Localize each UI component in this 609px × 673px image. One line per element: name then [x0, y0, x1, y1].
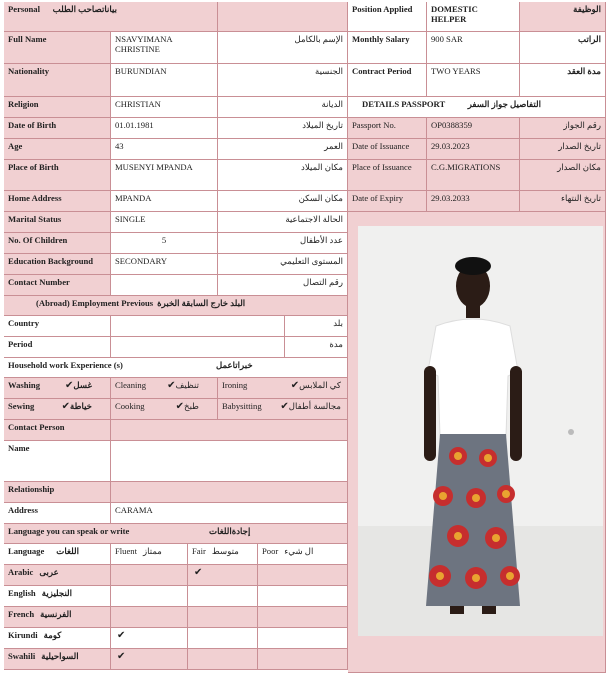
- language-french-en: French: [8, 609, 35, 619]
- period-value-1: [111, 337, 285, 358]
- personal-label-ar-5: مكان الميلاد: [218, 160, 348, 191]
- contact-name-value: [111, 441, 348, 482]
- personal-label-6: Home Address: [4, 191, 111, 212]
- salary-label: Monthly Salary: [348, 32, 427, 64]
- language-swahili-ar: السواحيلية: [41, 651, 79, 661]
- check-icon: ✔: [167, 380, 176, 391]
- passport-header-ar: التفاصيل جواز السفر: [467, 99, 541, 109]
- personal-label-ar-4: العمر: [218, 139, 348, 160]
- language-french: [4, 607, 111, 628]
- household-sewing-ar: خياطة: [70, 401, 92, 411]
- household-babysitting-ar: مجالسة أطفال: [288, 401, 341, 411]
- personal-label-9: Education Background: [4, 254, 111, 275]
- language-arabic-fluent: [111, 565, 188, 586]
- language-english: [4, 586, 111, 607]
- address-label: Address: [4, 503, 111, 524]
- language-col-label: [4, 544, 111, 565]
- household-cooking-label: Cooking: [115, 401, 145, 411]
- household-washing-label: Washing: [8, 380, 41, 390]
- passport-value-3: 29.03.2033: [427, 191, 520, 212]
- personal-value-7: SINGLE: [111, 212, 218, 233]
- check-icon: ✔: [117, 651, 126, 662]
- personal-label-ar-6: مكان السكن: [218, 191, 348, 212]
- language-arabic-fair: [188, 565, 258, 586]
- language-header-label: Language you can speak or write: [8, 526, 130, 536]
- passport-header-label: DETAILS PASSPORT: [362, 99, 446, 109]
- language-arabic-en: Arabic: [8, 567, 34, 577]
- personal-value-3: 01.01.1981: [111, 118, 218, 139]
- country-ar: بلد: [285, 316, 348, 337]
- level-poor-en: Poor: [262, 546, 279, 556]
- level-fluent: [111, 544, 188, 565]
- language-col-label-en: Language: [8, 546, 45, 556]
- level-fluent-en: Fluent: [115, 546, 137, 556]
- employment-header-ar: البلد خارج السابقة الخبرة: [157, 298, 246, 308]
- passport-ar-2: مكان الصدار: [520, 160, 606, 191]
- check-icon: ✔: [117, 630, 126, 641]
- passport-ar-0: رقم الجواز: [520, 118, 606, 139]
- language-english-en: English: [8, 588, 36, 598]
- household-header-ar: خبراتاعمل: [216, 360, 253, 370]
- personal-value-8: 5: [111, 233, 218, 254]
- employment-header-label: (Abroad) Employment Previous: [36, 298, 154, 308]
- household-washing-ar: غسل: [73, 380, 92, 390]
- personal-label-10: Contact Number: [4, 275, 111, 296]
- household-cleaning-label: Cleaning: [115, 380, 147, 390]
- personal-label-4: Age: [4, 139, 111, 160]
- passport-label-3: Date of Expiry: [348, 191, 427, 212]
- household-ironing-ar-group: [291, 380, 341, 392]
- language-english-poor: [258, 586, 348, 607]
- level-fair-ar: متوسط: [211, 546, 239, 556]
- check-icon: ✔: [175, 401, 185, 412]
- household-cleaning-ar: تنظيف: [175, 380, 199, 390]
- language-kirundi-ar: كومة: [43, 630, 62, 640]
- language-swahili-poor: [258, 649, 348, 670]
- language-swahili-en: Swahili: [8, 651, 36, 661]
- personal-value-9: SECONDARY: [111, 254, 218, 275]
- personal-label-ar-9: المستوى التعليمي: [218, 254, 348, 275]
- household-babysitting-label: Babysitting: [222, 401, 262, 411]
- language-arabic-poor: [258, 565, 348, 586]
- period-prev-ar: مدة: [285, 337, 348, 358]
- personal-label-5: Place of Birth: [4, 160, 111, 191]
- check-icon: ✔: [61, 401, 71, 412]
- passport-value-0: OP0388359: [427, 118, 520, 139]
- position-value: DOMESTIC HELPER: [427, 2, 520, 32]
- household-header-label: Household work Experience (s): [8, 360, 123, 370]
- applicant-photo-image: [358, 226, 603, 636]
- household-header: [4, 358, 348, 378]
- language-swahili-fair: [188, 649, 258, 670]
- level-poor: [258, 544, 348, 565]
- check-icon: ✔: [290, 380, 300, 391]
- country-label: Country: [4, 316, 111, 337]
- personal-label-ar-10: رقم التصال: [218, 275, 348, 296]
- applicant-photo: [358, 226, 603, 636]
- household-cleaning: [111, 378, 218, 399]
- personal-label-8: No. Of Children: [4, 233, 111, 254]
- household-sewing-label: Sewing: [8, 401, 35, 411]
- personal-label-1: Nationality: [4, 64, 111, 97]
- household-washing: [4, 378, 111, 399]
- position-ar: الوظيفة: [520, 2, 606, 32]
- passport-ar-3: تاريخ النتهاء: [520, 191, 606, 212]
- country-value-1: [111, 316, 285, 337]
- passport-header: [348, 97, 606, 118]
- period-ar: مدة العقد: [520, 64, 606, 97]
- language-kirundi-fair: [188, 628, 258, 649]
- personal-label-0: Full Name: [4, 32, 111, 64]
- personal-label-ar-0: الإسم بالكامل: [218, 32, 348, 64]
- household-cleaning-ar-group: [167, 380, 199, 392]
- language-col-label-ar: اللغات: [56, 546, 80, 556]
- level-fair-en: Fair: [192, 546, 206, 556]
- passport-label-0: Passport No.: [348, 118, 427, 139]
- relationship-value: [111, 482, 348, 503]
- language-french-fair: [188, 607, 258, 628]
- check-icon: ✔: [280, 401, 289, 412]
- level-fluent-ar: ممتاز: [142, 546, 162, 556]
- personal-label-ar-1: الجنسية: [218, 64, 348, 97]
- household-ironing-ar: كي الملابس: [299, 380, 341, 390]
- language-header-ar: إجادةاللغات: [209, 526, 251, 536]
- salary-value: 900 SAR: [427, 32, 520, 64]
- period-prev-label: Period: [4, 337, 111, 358]
- personal-value-6: MPANDA: [111, 191, 218, 212]
- household-babysitting-ar-group: [280, 401, 341, 413]
- household-cooking-ar-group: [176, 401, 199, 413]
- language-arabic: [4, 565, 111, 586]
- language-swahili: [4, 649, 111, 670]
- personal-label-3: Date of Birth: [4, 118, 111, 139]
- personal-header-label: Personal: [8, 4, 40, 14]
- passport-value-1: 29.03.2023: [427, 139, 520, 160]
- contact-name-label: Name: [4, 441, 111, 482]
- period-label: Contract Period: [348, 64, 427, 97]
- contact-person-fill: [111, 420, 348, 441]
- household-cooking: [111, 399, 218, 420]
- level-poor-ar: ال شيء: [284, 546, 314, 556]
- household-sewing: [4, 399, 111, 420]
- language-kirundi: [4, 628, 111, 649]
- language-kirundi-en: Kirundi: [8, 630, 38, 640]
- passport-label-1: Date of Issuance: [348, 139, 427, 160]
- relationship-label: Relationship: [4, 482, 111, 503]
- language-header: [4, 524, 348, 544]
- passport-value-2: C.G.MIGRATIONS: [427, 160, 520, 191]
- check-icon: ✔: [64, 380, 74, 391]
- language-english-fluent: [111, 586, 188, 607]
- language-french-fluent: [111, 607, 188, 628]
- language-french-poor: [258, 607, 348, 628]
- passport-label-2: Place of Issuance: [348, 160, 427, 191]
- language-swahili-fluent: [111, 649, 188, 670]
- position-label: Position Applied: [348, 2, 427, 32]
- personal-header-ar: بياناتصاحب الطلب: [52, 4, 117, 14]
- language-english-fair: [188, 586, 258, 607]
- personal-value-4: 43: [111, 139, 218, 160]
- employment-header: [4, 296, 348, 316]
- household-ironing-label: Ironing: [222, 380, 248, 390]
- personal-value-5: MUSENYI MPANDA: [111, 160, 218, 191]
- level-fair: [188, 544, 258, 565]
- language-arabic-ar: عربى: [39, 567, 59, 577]
- household-washing-ar-group: [65, 380, 92, 392]
- personal-label-ar-8: عدد الأطفال: [218, 233, 348, 254]
- personal-header: [4, 2, 218, 32]
- personal-label-ar-3: تاريخ الميلاد: [218, 118, 348, 139]
- personal-value-1: BURUNDIAN: [111, 64, 218, 97]
- personal-label-ar-7: الحالة الاجتماعية: [218, 212, 348, 233]
- household-sewing-ar-group: [62, 401, 92, 413]
- passport-ar-1: تاريخ الصدار: [520, 139, 606, 160]
- language-french-ar: الفرنسية: [40, 609, 72, 619]
- household-cooking-ar: طبخ: [184, 401, 199, 411]
- language-kirundi-fluent: [111, 628, 188, 649]
- personal-label-7: Marital Status: [4, 212, 111, 233]
- language-kirundi-poor: [258, 628, 348, 649]
- personal-header-fill: [218, 2, 348, 32]
- personal-value-2: CHRISTIAN: [111, 97, 218, 118]
- check-icon: ✔: [194, 567, 203, 578]
- address-value: CARAMA: [111, 503, 348, 524]
- salary-ar: الراتب: [520, 32, 606, 64]
- household-ironing: [218, 378, 348, 399]
- contact-person-header: Contact Person: [4, 420, 111, 441]
- personal-value-10: [111, 275, 218, 296]
- personal-label-2: Religion: [4, 97, 111, 118]
- period-value: TWO YEARS: [427, 64, 520, 97]
- language-english-ar: النجليزية: [41, 588, 73, 598]
- personal-value-0: NSAVYIMANA CHRISTINE: [111, 32, 218, 64]
- personal-label-ar-2: الديانة: [218, 97, 348, 118]
- household-babysitting: [218, 399, 348, 420]
